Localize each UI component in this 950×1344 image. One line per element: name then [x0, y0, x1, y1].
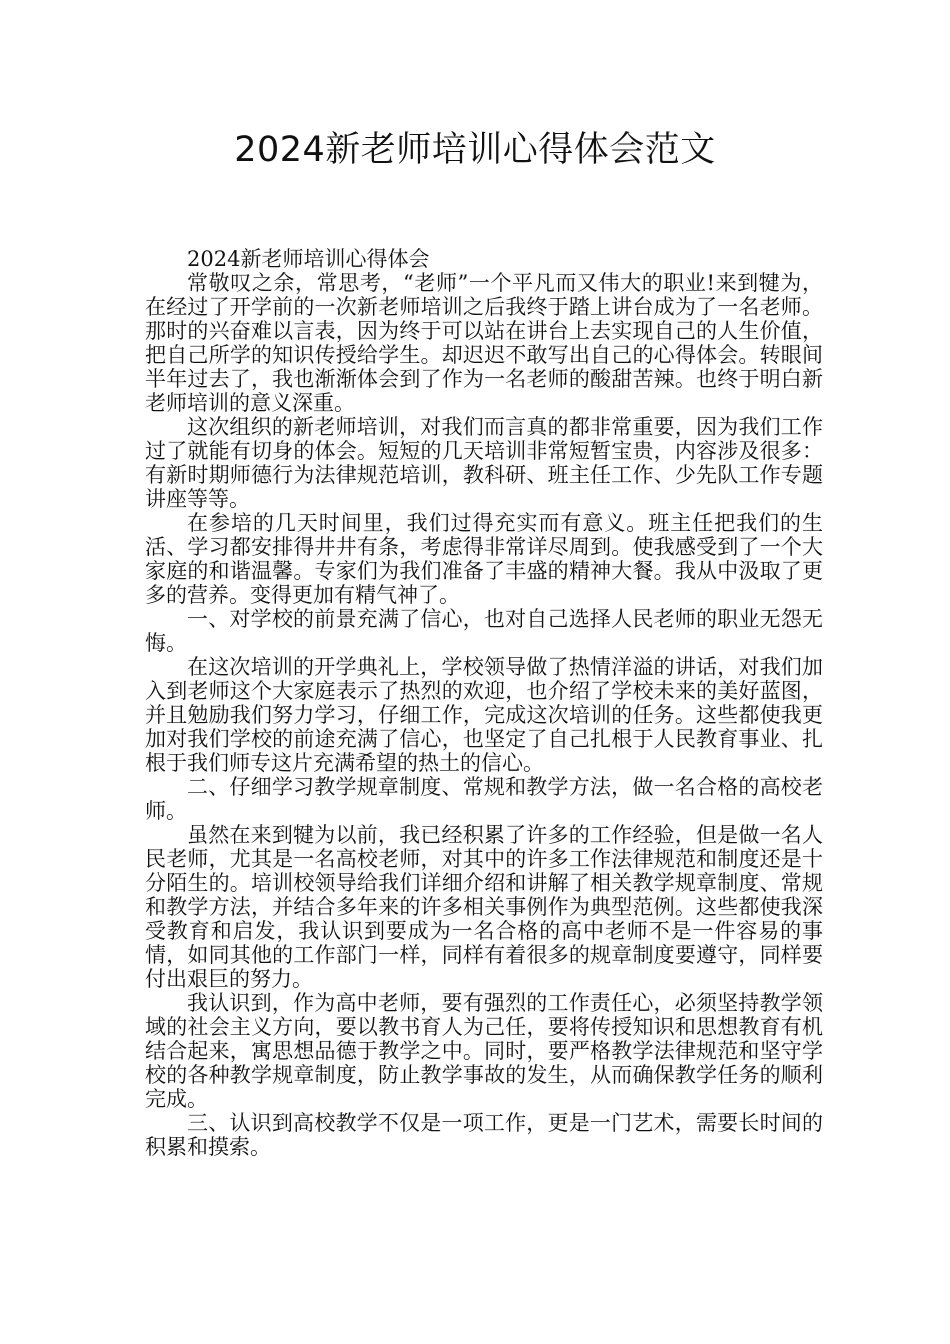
paragraph: 在参培的几天时间里，我们过得充实而有意义。班主任把我们的生活、学习都安排得井井有条，考虑得非常详尽周到。使我感受到了一个大家庭的和谐温馨。专家们为我们准备了丰盛的精神大餐。我从中汲取了更多的营养。变得更加有精气神了。 [145, 511, 823, 607]
document-title: 2024新老师培训心得体会范文 [234, 130, 716, 170]
section-heading: 一、对学校的前景充满了信心，也对自己选择人民老师的职业无怨无悔。 [145, 607, 823, 655]
section-heading: 三、认识到高校教学不仅是一项工作，更是一门艺术，需要长时间的积累和摸索。 [145, 1111, 823, 1159]
document-body [145, 247, 823, 1159]
paragraph: 常敬叹之余，常思考，“老师”一个平凡而又伟大的职业!来到犍为，在经过了开学前的一次新老师培训之后我终于踏上讲台成为了一名老师。那时的兴奋难以言表，因为终于可以站在讲台上去实现自己的人生价值，把自己所学的知识传授给学生。却迟迟不敢写出自己的心得体会。转眼间半年过去了，我也渐渐体会到了作为一名老师的酸甜苦辣。也终于明白新老师培训的意义深重。 [145, 271, 823, 415]
document-subtitle: 2024新老师培训心得体会 [187, 247, 430, 271]
paragraph: 这次组织的新老师培训，对我们而言真的都非常重要，因为我们工作过了就能有切身的体会。短短的几天培训非常短暂宝贵，内容涉及很多：有新时期师德行为法律规范培训，教科研、班主任工作、少先队工作专题讲座等等。 [145, 415, 823, 511]
paragraph: 我认识到，作为高中老师，要有强烈的工作责任心，必须坚持教学领域的社会主义方向，要以教书育人为己任，要将传授知识和思想教育有机结合起来，寓思想品德于教学之中。同时，要严格教学法律规范和坚守学校的各种教学规章制度，防止教学事故的发生，从而确保教学任务的顺利完成。 [145, 991, 823, 1111]
paragraph: 虽然在来到犍为以前，我已经积累了许多的工作经验，但是做一名人民老师，尤其是一名高校老师，对其中的许多工作法律规范和制度还是十分陌生的。培训校领导给我们详细介绍和讲解了相关教学规章制度、常规和教学方法，并结合多年来的许多相关事例作为典型范例。这些都使我深受教育和启发，我认识到要成为一名合格的高中老师不是一件容易的事情，如同其他的工作部门一样，同样有着很多的规章制度要遵守，同样要付出艰巨的努力。 [145, 823, 823, 991]
paragraph: 在这次培训的开学典礼上，学校领导做了热情洋溢的讲话，对我们加入到老师这个大家庭表示了热烈的欢迎，也介绍了学校未来的美好蓝图，并且勉励我们努力学习，仔细工作，完成这次培训的任务。这些都使我更加对我们学校的前途充满了信心，也坚定了自己扎根于人民教育事业、扎根于我们师专这片充满希望的热土的信心。 [145, 655, 823, 775]
section-heading: 二、仔细学习教学规章制度、常规和教学方法，做一名合格的高校老师。 [145, 775, 823, 823]
